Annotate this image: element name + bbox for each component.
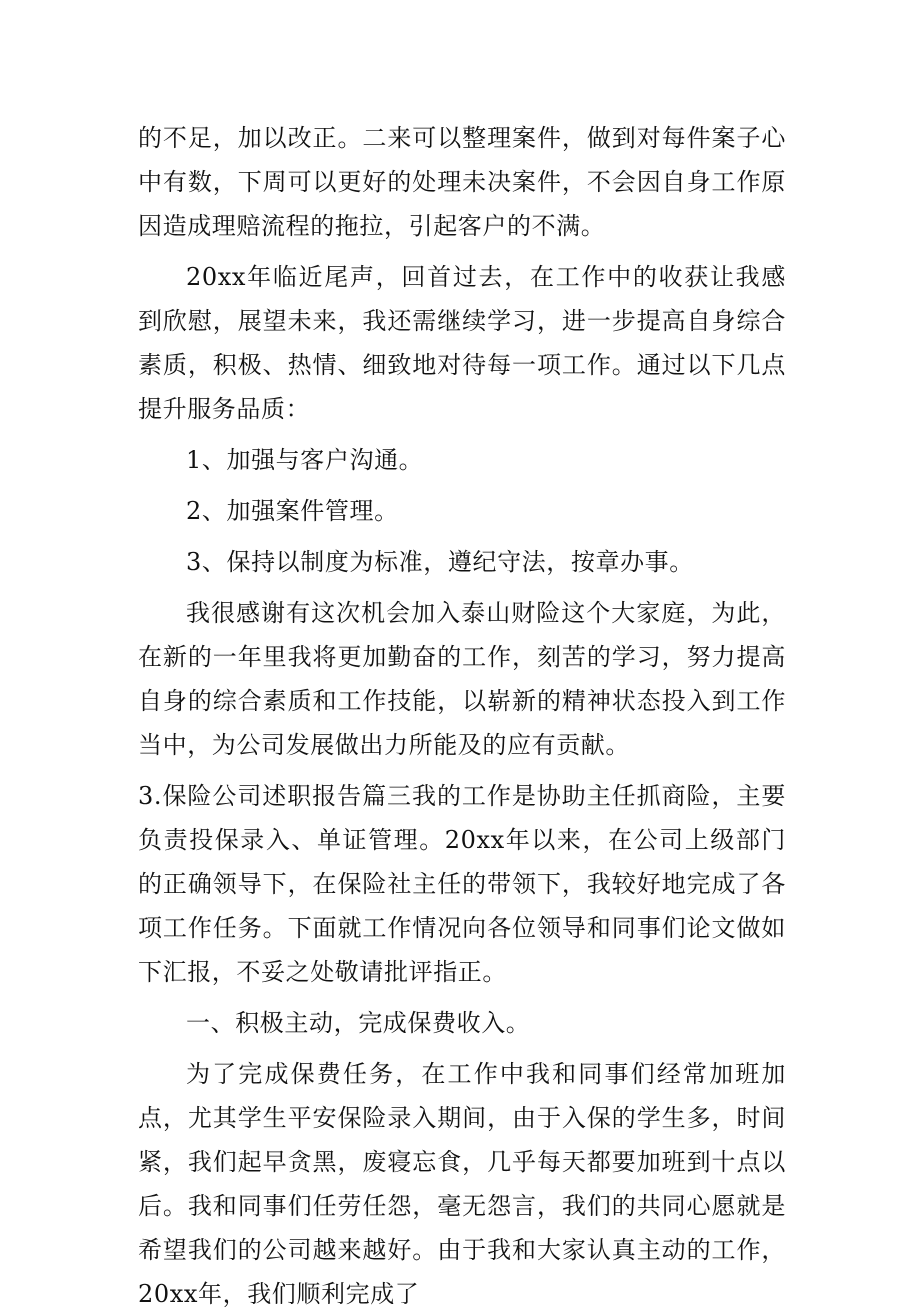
paragraph-premium-task: 为了完成保费任务，在工作中我和同事们经常加班加点，尤其学生平安保险录入期间，由于入保的学生多，时间紧，我们起早贪黑，废寝忘食，几乎每天都要加班到十点以后。我和同事们任劳任怨，毫无怨言，我们的共同心愿就是希望我们的公司越来越好。由于我和大家认真主动的工作，20xx年，我们顺利完成了 bbox=[138, 1060, 786, 1308]
section-heading-one: 一、积极主动，完成保费收入。 bbox=[186, 1009, 531, 1037]
paragraph-continuation: 的不足，加以改正。二来可以整理案件，做到对每件案子心中有数，下周可以更好的处理未决案件，不会因自身工作原因造成理赔流程的拖拉，引起客户的不满。 bbox=[138, 124, 786, 240]
list-item-2: 2、加强案件管理。 bbox=[186, 497, 399, 525]
paragraph-thanks: 我很感谢有这次机会加入泰山财险这个大家庭，为此，在新的一年里我将更加勤奋的工作，刻苦的学习，努力提高自身的综合素质和工作技能，以崭新的精神状态投入到工作当中，为公司发展做出力所能及的应有贡献。 bbox=[138, 599, 786, 759]
paragraph-report-three: 3.保险公司述职报告篇三我的工作是协助主任抓商险，主要负责投保录入、单证管理。20xx年以来，在公司上级部门的正确领导下，在保险社主任的带领下，我较好地完成了各项工作任务。下面就工作情况向各位领导和同事们论文做如下汇报，不妥之处敬请批评指正。 bbox=[138, 782, 786, 986]
list-item-3: 3、保持以制度为标准，遵纪守法，按章办事。 bbox=[186, 548, 694, 576]
document-body bbox=[138, 116, 786, 1316]
paragraph-year-summary: 20xx年临近尾声，回首过去，在工作中的收获让我感到欣慰，展望未来，我还需继续学习，进一步提高自身综合素质，积极、热情、细致地对待每一项工作。通过以下几点提升服务品质： bbox=[138, 263, 786, 423]
list-item-1: 1、加强与客户沟通。 bbox=[186, 446, 424, 474]
